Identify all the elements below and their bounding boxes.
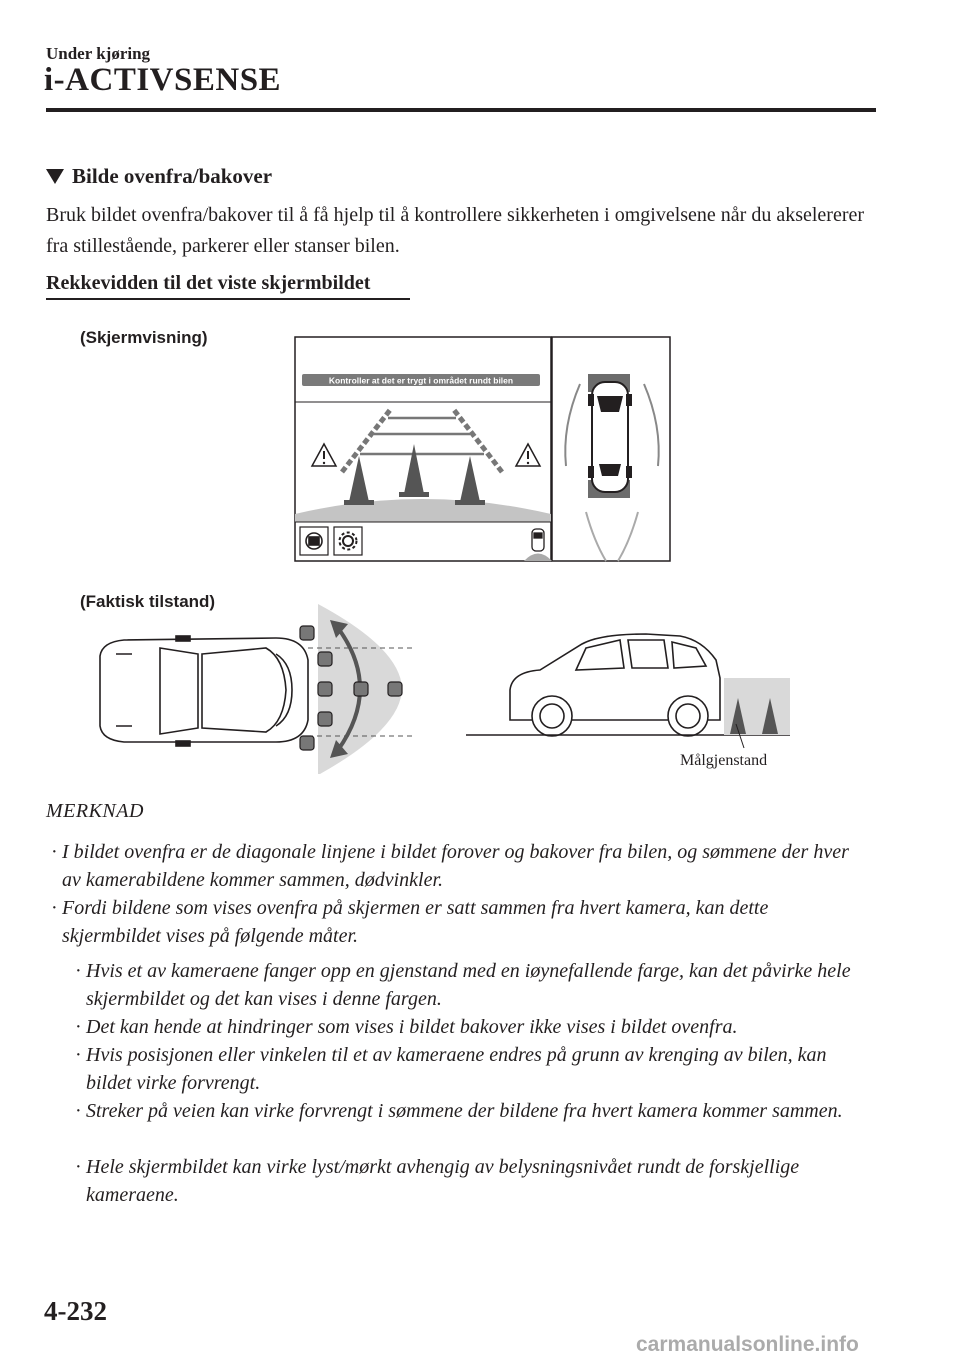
bullet-dot-icon: · bbox=[51, 897, 58, 919]
note-sub-bullet-text: Det kan hende at hindringer som vises i bildet bakover ikke vises i bildet ovenfra. bbox=[86, 1016, 738, 1038]
note-sub-bullet bbox=[75, 1041, 876, 1097]
screen-view-figure bbox=[294, 336, 672, 562]
bullet-dot-icon: · bbox=[75, 1044, 82, 1066]
triangle-bullet-icon bbox=[46, 169, 64, 184]
screen-banner-text: Kontroller at det er trygt i området rundt bilen bbox=[328, 375, 514, 386]
car-top-view bbox=[100, 636, 308, 746]
note-sub-bullet-text: Hvis et av kameraene fanger opp en gjenstand med en iøynefallende farge, kan det påvirke hele skjermbildet og det kan vises i denne fargen. bbox=[86, 960, 851, 1010]
chapter-title: i-ACTIVSENSE bbox=[44, 62, 282, 98]
note-sub-bullet bbox=[75, 1097, 876, 1125]
page-number: 4-232 bbox=[44, 1296, 107, 1326]
car-icon bbox=[532, 529, 544, 551]
bullet-dot-icon: · bbox=[75, 1100, 82, 1122]
note-bullet-text: I bildet ovenfra er de diagonale linjene i bildet forover og bakover fra bilen, og sømmene der hver av kamerabildene kommer sammen, dødvinkler. bbox=[62, 841, 849, 891]
sub-heading-text: Bilde ovenfra/bakover bbox=[72, 164, 273, 188]
note-title: MERKNAD bbox=[46, 800, 144, 822]
note-sub-bullet-text: Hvis posisjonen eller vinkelen til et av kameraene endres på grunn av krenging av bilen, kan bildet virke forvrengt. bbox=[86, 1044, 827, 1094]
bullet-dot-icon: · bbox=[51, 841, 58, 863]
sub-heading bbox=[46, 164, 272, 189]
note-sub-bullet-text: Streker på veien kan virke forvrengt i sømmene der bildene fra hvert kamera kommer sammen. bbox=[86, 1100, 843, 1122]
section-label: Under kjøring bbox=[46, 44, 151, 63]
note-bullet-text: Fordi bildene som vises ovenfra på skjermen er satt sammen fra hvert kamera, kan dette skjermbildet vises på følgende måter. bbox=[62, 897, 769, 947]
note-bullet bbox=[51, 894, 872, 950]
range-heading: Rekkevidden til det viste skjermbildet bbox=[46, 272, 371, 294]
actual-view-label: (Faktisk tilstand) bbox=[80, 592, 216, 611]
header-rule bbox=[46, 108, 876, 112]
bullet-dot-icon: · bbox=[75, 1156, 82, 1178]
bullet-dot-icon: · bbox=[75, 960, 82, 982]
settings-button[interactable] bbox=[334, 527, 362, 555]
note-bullet bbox=[51, 838, 872, 894]
bullet-dot-icon: · bbox=[75, 1016, 82, 1038]
note-sub-bullet bbox=[75, 957, 876, 1013]
screen-view-label: (Skjermvisning) bbox=[80, 328, 208, 347]
intro-paragraph: Bruk bildet ovenfra/bakover til å få hjelp til å kontrollere sikkerheten i omgivelsene når du akselererer fra stillestående, parkerer eller stanser bilen. bbox=[46, 204, 865, 257]
car-side-view bbox=[510, 634, 720, 736]
range-heading-underline bbox=[46, 298, 410, 300]
actual-view-figure bbox=[80, 598, 790, 776]
note-sub-bullet bbox=[75, 1013, 876, 1041]
watermark: carmanualsonline.info bbox=[636, 1333, 859, 1356]
target-object-label: Målgjenstand bbox=[680, 752, 768, 769]
note-sub-bullet bbox=[75, 1153, 876, 1209]
note-sub-bullet-text: Hele skjermbildet kan virke lyst/mørkt avhengig av belysningsnivået rundt de forskjellige kameraene. bbox=[86, 1156, 800, 1206]
